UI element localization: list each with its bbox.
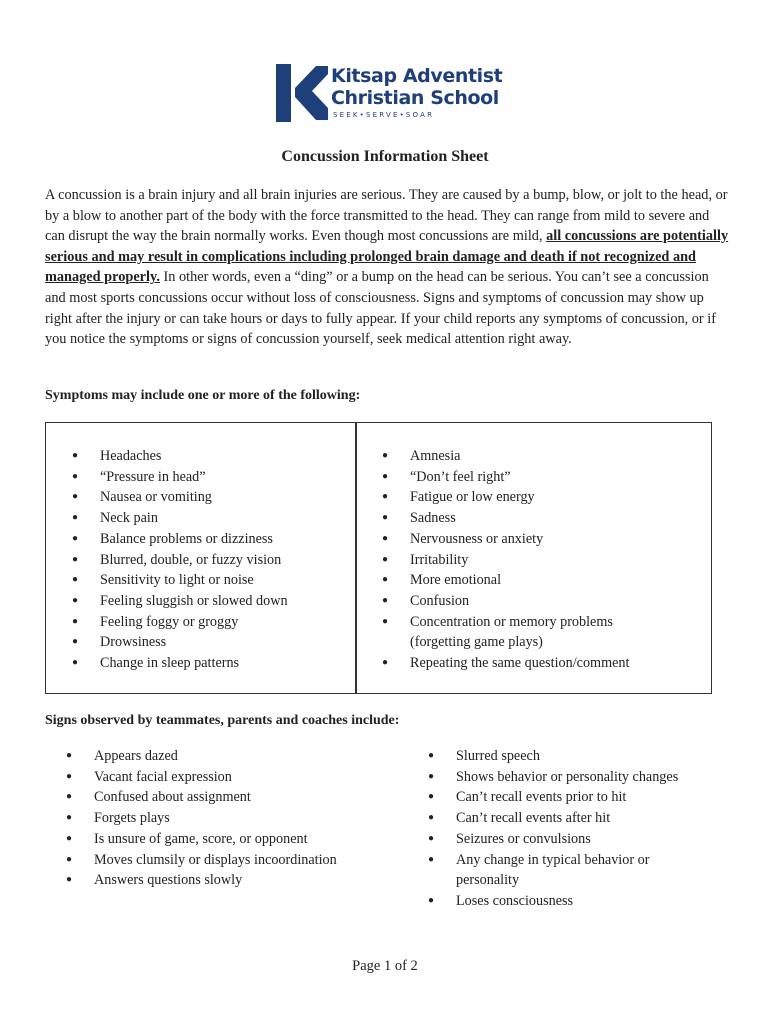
list-item-text: Any change in typical behavior or: [456, 851, 650, 868]
list-item-text: Headaches: [100, 448, 162, 464]
list-item: [66, 767, 337, 788]
list-item: [72, 467, 288, 488]
list-item: [66, 829, 337, 850]
list-item-text: Vacant facial expression: [94, 768, 232, 785]
list-item: [382, 653, 629, 674]
list-item: [428, 891, 678, 912]
list-item: [382, 591, 629, 612]
school-tagline: SEEK•SERVE•SOAR: [333, 111, 435, 119]
list-item: [382, 570, 629, 591]
list-item-text: (forgetting game plays): [410, 634, 543, 651]
symptoms-right-list: [382, 446, 629, 674]
list-item: [72, 591, 288, 612]
list-item-text: More emotional: [410, 572, 502, 589]
list-item: [72, 653, 288, 674]
bullet-icon: ●: [382, 553, 389, 565]
list-item-text: Sadness: [410, 510, 456, 527]
bullet-icon: ●: [72, 491, 79, 503]
list-item: [66, 746, 337, 767]
list-item: [382, 467, 629, 488]
school-logo: [276, 64, 506, 122]
list-item-text: Change in sleep patterns: [100, 655, 240, 672]
bullet-icon: ●: [66, 770, 73, 782]
bullet-icon: ●: [382, 615, 389, 627]
list-item-text: Is unsure of game, score, or opponent: [94, 830, 308, 847]
list-item: [428, 829, 678, 850]
page-number: Page 1 of 2: [352, 958, 418, 974]
list-item: [382, 487, 629, 508]
symptoms-heading: Symptoms may include one or more of the following:: [45, 388, 361, 403]
list-item-text: Fatigue or low energy: [410, 489, 535, 506]
list-item-text: Slurred speech: [456, 748, 540, 764]
signs-right-list: [428, 746, 678, 912]
list-item-text: Blurred, double, or fuzzy vision: [100, 551, 282, 568]
bullet-icon: ●: [72, 574, 79, 586]
list-item: [382, 550, 629, 571]
bullet-icon: ●: [66, 750, 73, 761]
bullet-icon: ●: [72, 470, 79, 482]
list-item-text: Feeling foggy or groggy: [100, 613, 239, 630]
bullet-icon: ●: [66, 812, 73, 824]
bullet-icon: ●: [428, 791, 435, 803]
signs-left-list: [66, 746, 337, 891]
list-item-text: Feeling sluggish or slowed down: [100, 592, 288, 609]
intro-paragraph: [45, 185, 731, 350]
list-item: [66, 870, 337, 891]
list-item: [428, 767, 678, 788]
bullet-icon: ●: [382, 450, 389, 461]
list-item: [72, 446, 288, 467]
list-item: [428, 808, 678, 829]
bullet-icon: ●: [382, 532, 389, 544]
school-name: [331, 65, 502, 109]
list-item-text: Answers questions slowly: [94, 872, 243, 889]
list-item-text: Amnesia: [410, 448, 461, 464]
bullet-icon: ●: [428, 894, 435, 906]
list-item: [428, 870, 678, 891]
bullet-icon: ●: [428, 853, 435, 865]
list-item: [66, 808, 337, 829]
bullet-icon: ●: [382, 657, 389, 669]
list-item: [72, 529, 288, 550]
bullet-icon: ●: [72, 636, 79, 648]
list-item-text: Seizures or convulsions: [456, 830, 591, 847]
symptoms-column-divider: [355, 423, 357, 693]
list-item-text: Moves clumsily or displays incoordination: [94, 851, 337, 868]
list-item-text: Drowsiness: [100, 634, 167, 651]
bullet-icon: ●: [72, 450, 79, 461]
page-title: Concussion Information Sheet: [281, 148, 489, 165]
intro-text-part1: A concussion is a brain injury and all brain injuries are serious. They are caused by a bump, blow, or jolt to the head, or by a blow to another part of the body with the force transmitted to the head. They can range from mild to severe and can disrupt the way the brain normally works. Even though most concussions are mild,: [45, 187, 728, 245]
list-item: [382, 612, 629, 633]
bullet-icon: ●: [72, 553, 79, 565]
bullet-icon: ●: [428, 812, 435, 824]
bullet-icon: ●: [72, 615, 79, 627]
school-name-line1: Kitsap Adventist: [331, 65, 503, 87]
bullet-icon: ●: [428, 770, 435, 782]
list-item-text: “Pressure in head”: [100, 468, 206, 485]
list-item: [428, 746, 678, 767]
bullet-icon: ●: [382, 491, 389, 503]
list-item-text: Balance problems or dizziness: [100, 530, 273, 547]
list-item-text: Confused about assignment: [94, 789, 251, 806]
school-name-line2: Christian School: [331, 87, 499, 109]
bullet-icon: ●: [66, 832, 73, 844]
list-item-text: Nausea or vomiting: [100, 489, 212, 506]
bullet-icon: ●: [72, 657, 79, 669]
list-item: [66, 850, 337, 871]
list-item-text: Can’t recall events prior to hit: [456, 789, 627, 806]
list-item-text: Repeating the same question/comment: [410, 655, 630, 672]
list-item: [72, 570, 288, 591]
bullet-icon: ●: [382, 594, 389, 606]
list-item-text: Shows behavior or personality changes: [456, 768, 679, 785]
bullet-icon: ●: [382, 574, 389, 586]
list-item-text: Can’t recall events after hit: [456, 810, 611, 827]
list-item-text: Concentration or memory problems: [410, 613, 613, 630]
list-item-text: Loses consciousness: [456, 892, 574, 909]
list-item: [428, 787, 678, 808]
list-item: [382, 508, 629, 529]
list-item: [72, 487, 288, 508]
bullet-icon: ●: [66, 853, 73, 865]
list-item-text: Forgets plays: [94, 810, 170, 827]
bullet-icon: ●: [72, 512, 79, 524]
list-item-text: Sensitivity to light or noise: [100, 572, 254, 589]
bullet-icon: ●: [382, 512, 389, 524]
bullet-icon: ●: [382, 470, 389, 482]
list-item-text: Irritability: [410, 551, 469, 568]
signs-heading: Signs observed by teammates, parents and coaches include:: [45, 713, 400, 728]
list-item-text: Nervousness or anxiety: [410, 530, 544, 547]
list-item: [428, 850, 678, 871]
school-logo-mark-icon: [276, 64, 328, 122]
bullet-icon: ●: [72, 594, 79, 606]
list-item: [382, 446, 629, 467]
bullet-icon: ●: [428, 832, 435, 844]
symptoms-left-list: [72, 446, 288, 674]
list-item-text: “Don’t feel right”: [410, 468, 511, 485]
intro-text-part2: In other words, even a “ding” or a bump on the head can be serious. You can’t see a concussion and most sports concussions occur without loss of consciousness. Signs and symptoms of concussion may show up right after the injury or can take hours or days to fully appear. If your child reports any symptoms of concussion, or if you notice the symptoms or signs of concussion yourself, seek medical attention right away.: [45, 269, 716, 348]
list-item: [382, 632, 629, 653]
list-item: [66, 787, 337, 808]
intro-emphasis: all concussions are potentially serious and may result in complications including prolonged brain damage and death if not recognized and managed properly.: [45, 228, 729, 286]
bullet-icon: ●: [66, 791, 73, 803]
list-item: [382, 529, 629, 550]
bullet-icon: ●: [66, 874, 73, 886]
list-item-text: Neck pain: [100, 510, 158, 527]
list-item: [72, 508, 288, 529]
list-item-text: Appears dazed: [94, 748, 178, 764]
list-item: [72, 550, 288, 571]
list-item: [72, 632, 288, 653]
list-item: [72, 612, 288, 633]
list-item-text: personality: [456, 872, 520, 889]
symptoms-table: [45, 422, 712, 694]
bullet-icon: ●: [428, 750, 435, 761]
list-item-text: Confusion: [410, 592, 470, 609]
bullet-icon: ●: [72, 532, 79, 544]
